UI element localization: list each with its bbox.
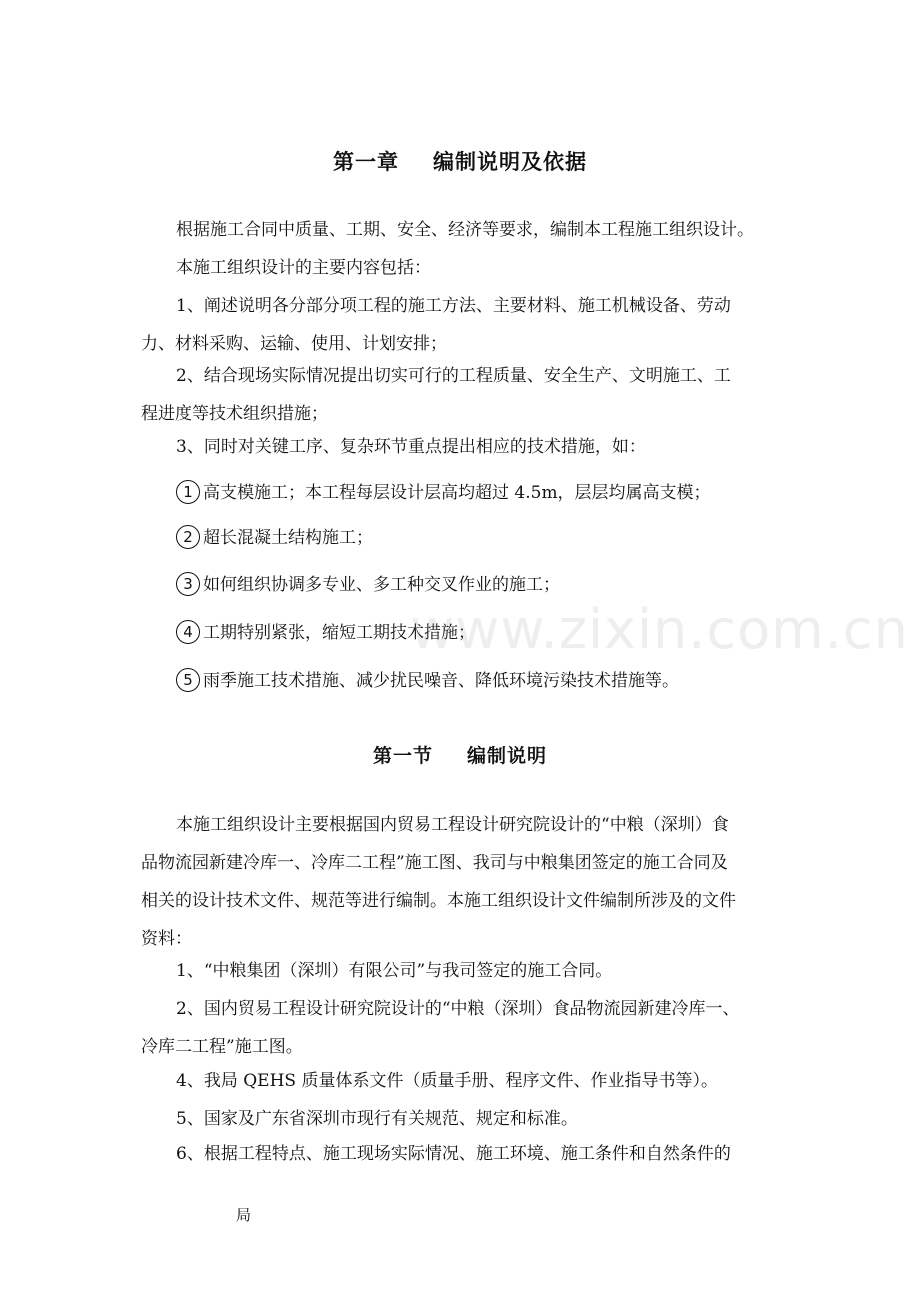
intro-line: 本施工组织设计的主要内容包括： [176, 258, 431, 278]
circled-number: 5 [176, 668, 200, 692]
circled-number: 4 [176, 620, 200, 644]
section-line: 品物流园新建冷库一、冷库二工程”施工图、我司与中粮集团签定的施工合同及 [141, 853, 728, 873]
intro-paragraph [141, 211, 781, 287]
measure-item [176, 474, 711, 512]
doc-item-6 [141, 1135, 781, 1173]
measure-text: 超长混凝土结构施工； [203, 528, 373, 548]
measure-text: 工期特别紧张，缩短工期技术措施； [203, 623, 475, 643]
doc-item-2 [141, 990, 781, 1066]
doc-item-5 [141, 1100, 781, 1138]
chapter-heading: 编制说明及依据 [433, 150, 587, 174]
section-line: 相关的设计技术文件、规范等进行编制。本施工组织设计文件编制所涉及的文件 [141, 891, 736, 911]
circled-number: 1 [176, 480, 200, 504]
section-label: 第一节 [372, 745, 433, 767]
measure-text: 高支模施工；本工程每层设计层高均超过 4.5m，层层均属高支模； [203, 483, 711, 503]
section-line: 本施工组织设计主要根据国内贸易工程设计研究院设计的“中粮（深圳）食 [176, 815, 729, 835]
content-item-line: 力、材料采购、运输、使用、计划安排； [141, 334, 447, 354]
doc-line: 4、我局 QEHS 质量体系文件（质量手册、程序文件、作业指导书等）。 [176, 1071, 718, 1091]
circled-number: 2 [176, 525, 200, 549]
chapter-label: 第一章 [333, 150, 399, 174]
doc-line: 5、国家及广东省深圳市现行有关规范、规定和标准。 [176, 1109, 578, 1129]
measure-item [176, 519, 373, 557]
doc-item-1 [141, 952, 781, 990]
doc-line: 冷库二工程”施工图。 [141, 1037, 303, 1057]
content-item-line: 2、结合现场实际情况提出切实可行的工程质量、安全生产、文明施工、工 [176, 366, 731, 386]
measure-item [176, 662, 679, 700]
content-item-line: 1、阐述说明各分部分项工程的施工方法、主要材料、施工机械设备、劳动 [176, 296, 731, 316]
section-paragraph [141, 806, 781, 958]
content-item-1 [141, 287, 781, 363]
measure-text: 如何组织协调多专业、多工种交叉作业的施工； [203, 575, 560, 595]
content-item-3 [141, 428, 781, 466]
doc-line: 6、根据工程特点、施工现场实际情况、施工环境、施工条件和自然条件的 [176, 1144, 731, 1164]
watermark: www.zixin.com.cn [410, 598, 909, 661]
intro-line: 根据施工合同中质量、工期、安全、经济等要求，编制本工程施工组织设计。 [176, 220, 754, 240]
content-item-line: 3、同时对关键工序、复杂环节重点提出相应的技术措施，如： [176, 437, 646, 457]
doc-item-4 [141, 1062, 781, 1100]
content-item-line: 程进度等技术组织措施； [141, 404, 328, 424]
doc-line: 1、“中粮集团（深圳）有限公司”与我司签定的施工合同。 [176, 961, 613, 981]
chapter-title [0, 146, 920, 176]
content-item-2 [141, 357, 781, 433]
section-line: 资料： [141, 929, 192, 949]
footer-text: 局 [236, 1206, 252, 1224]
section-heading: 编制说明 [467, 745, 548, 767]
section-title [0, 741, 920, 768]
measure-text: 雨季施工技术措施、减少扰民噪音、降低环境污染技术措施等。 [203, 671, 679, 691]
circled-number: 3 [176, 572, 200, 596]
doc-line: 2、国内贸易工程设计研究院设计的“中粮（深圳）食品物流园新建冷库一、 [176, 999, 740, 1019]
